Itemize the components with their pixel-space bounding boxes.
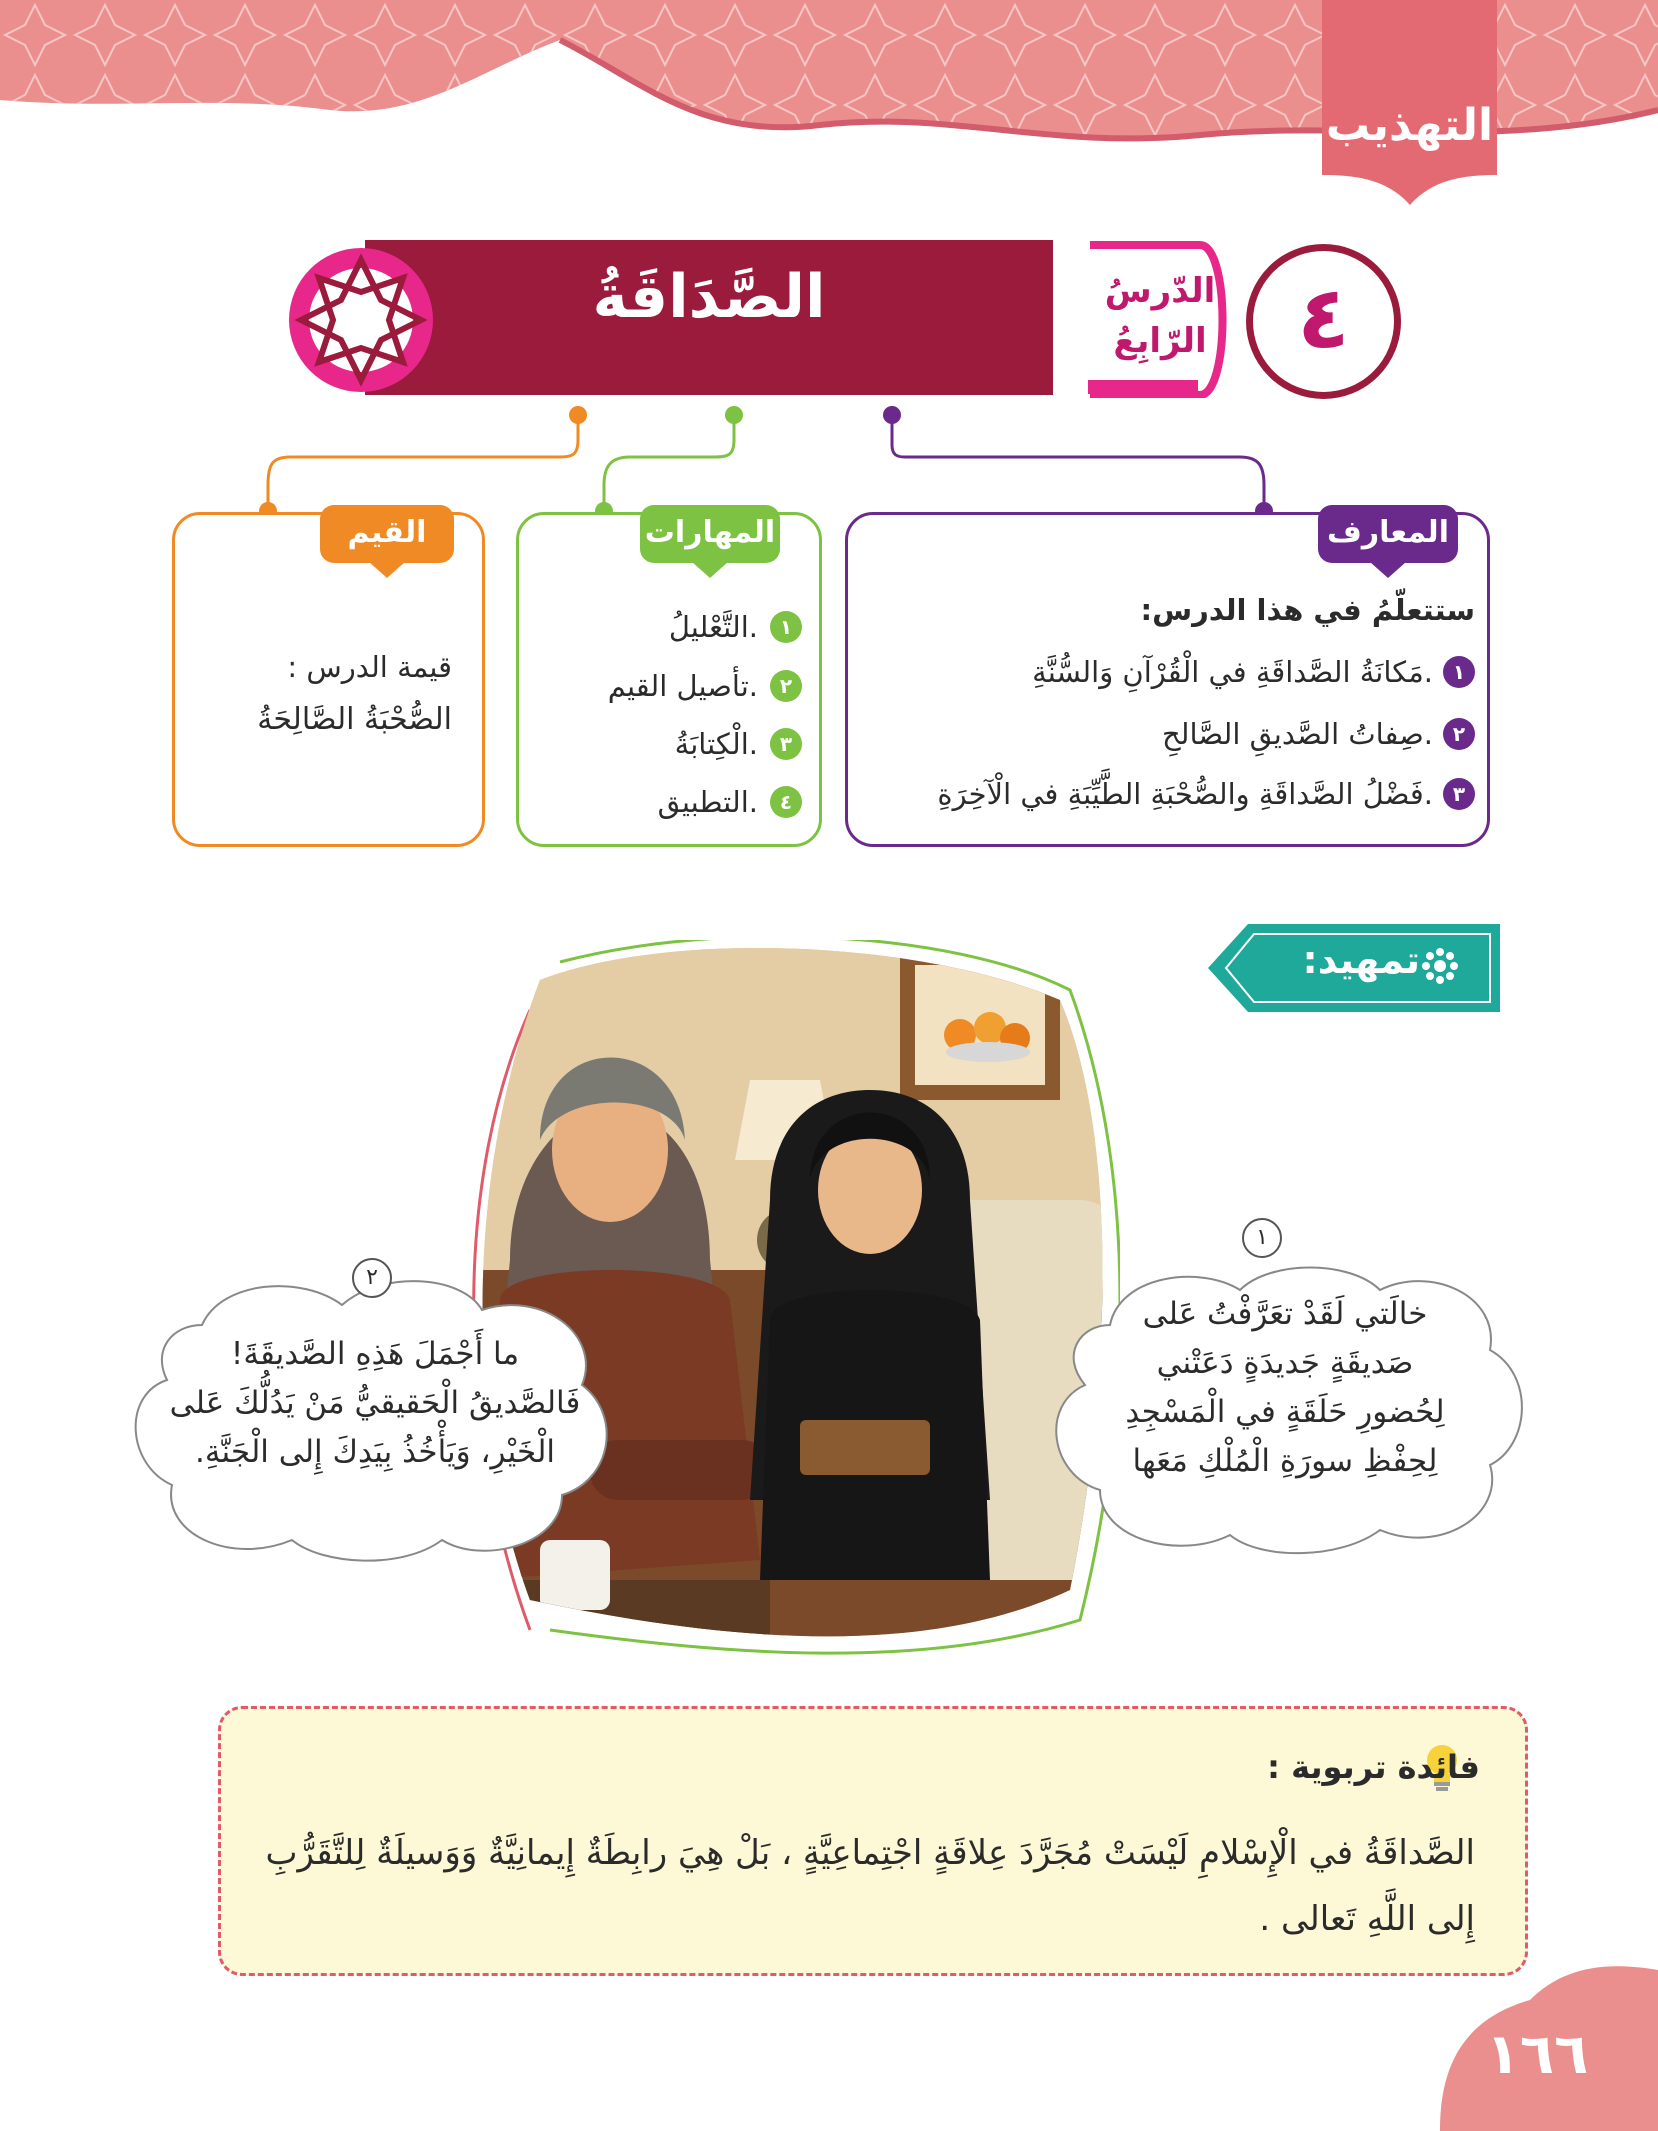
speech-text-right: [1085, 1290, 1485, 1486]
values-value: الصُّحْبَةُ الصَّالِحَةُ: [257, 702, 452, 737]
lesson-number: ٤: [1297, 268, 1350, 368]
values-tag: القيم: [320, 505, 454, 563]
values-tag-notch: [369, 562, 405, 578]
knowledge-intro: ستتعلّمُ في هذا الدرس:: [1140, 593, 1475, 627]
skills-item-number: ٤: [770, 786, 802, 818]
lesson-label-line2: الرّابِعُ: [1113, 321, 1207, 361]
knowledge-tag: المعارف: [1318, 505, 1458, 563]
knowledge-item: [870, 777, 1475, 811]
skills-tag-notch: [692, 562, 728, 578]
skills-item-text: التطبيق.: [657, 785, 758, 819]
knowledge-item: [870, 717, 1475, 751]
lesson-label-line1: الدّرسُ: [1104, 271, 1216, 311]
subject-label: التهذيب: [1325, 100, 1494, 151]
skills-item: [540, 727, 802, 761]
bubble-number: ٢: [352, 1258, 392, 1298]
page-number: ١٦٦: [1485, 2022, 1589, 2087]
knowledge-tag-notch: [1370, 562, 1406, 578]
knowledge-item-text: فَضْلُ الصَّداقَةِ والصُّحْبَةِ الطَّيِّبَةِ في الْآخِرَةِ.: [937, 777, 1433, 811]
speech-text-left: [160, 1330, 590, 1477]
tip-title: فائدة تربوية :: [1267, 1748, 1480, 1786]
knowledge-item-number: ١: [1443, 656, 1475, 688]
skills-item: [540, 785, 802, 819]
speech-line: الْخَيْرِ، وَيَأْخُذُ بِيَدِكَ إِلى الْجَنَّةِ.: [194, 1434, 556, 1470]
flower-icon: [1418, 944, 1462, 988]
skills-item-text: تأصيل القيم.: [607, 669, 758, 703]
skills-item-text: التَّعْليلُ.: [668, 610, 758, 644]
knowledge-item-number: ٣: [1443, 778, 1475, 810]
bubble-number: ١: [1242, 1218, 1282, 1258]
skills-item-number: ٣: [770, 728, 802, 760]
skills-item: [540, 610, 802, 644]
speech-line: صَديقَةٍ جَديدَةٍ دَعَتْني: [1156, 1345, 1414, 1381]
intro-label: تمهيد:: [1302, 938, 1420, 982]
tip-text: الصَّداقَةُ في الْإِسْلامِ لَيْسَتْ مُجَرَّدَ عِلاقَةٍ اجْتِماعِيَّةٍ ، بَلْ هِيَ رابِطَةٌ إِيمانِيَّةٌ وَوَسيلَةٌ لِلتَّقَرُّبِ إِلى اللَّهِ تَعالى .: [265, 1833, 1475, 1939]
lesson-label: [1085, 266, 1235, 366]
knowledge-item-text: صِفاتُ الصَّديقِ الصَّالحِ.: [1161, 717, 1433, 751]
speech-line: فَالصَّديقُ الْحَقيقيُّ مَنْ يَدُلُّكَ عَلى: [169, 1385, 581, 1421]
speech-line: لِحُضورِ حَلَقَةٍ في الْمَسْجِدِ: [1125, 1394, 1445, 1430]
knowledge-item: [870, 655, 1475, 689]
knowledge-item-text: مَكانَةُ الصَّداقَةِ في الْقُرْآنِ وَالسُّنَّةِ.: [1032, 655, 1433, 689]
lesson-title: الصَّدَاقَةُ: [592, 262, 826, 332]
skills-tag: المهارات: [640, 505, 780, 563]
skills-item-number: ١: [770, 611, 802, 643]
speech-line: خالَتي لَقَدْ تعَرَّفْتُ عَلى: [1142, 1296, 1428, 1332]
speech-line: لِحِفْظِ سورَةِ الْمُلْكِ مَعَها: [1132, 1443, 1438, 1479]
skills-item: [540, 669, 802, 703]
knowledge-item-number: ٢: [1443, 718, 1475, 750]
skills-item-number: ٢: [770, 670, 802, 702]
skills-item-text: الْكِتابَةُ.: [674, 727, 758, 761]
speech-line: ما أَجْمَلَ هَذِهِ الصَّديقَةَ!: [230, 1336, 520, 1372]
values-caption: قيمة الدرس :: [287, 650, 452, 684]
